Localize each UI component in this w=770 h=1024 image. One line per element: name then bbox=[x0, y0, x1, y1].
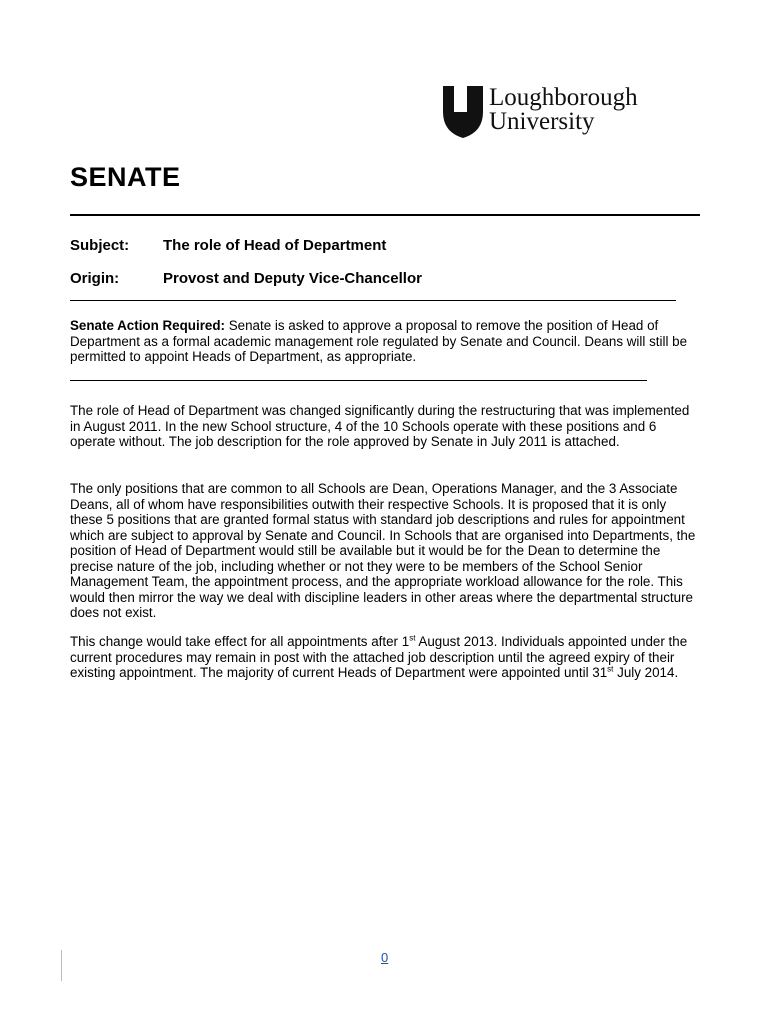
para3-text-a: This change would take effect for all appointments after 1 bbox=[70, 634, 410, 649]
para3-text-c: July 2014. bbox=[613, 665, 679, 680]
senate-action-paragraph bbox=[70, 318, 702, 365]
subject-label: Subject: bbox=[70, 237, 130, 254]
para3-superscript-1: st bbox=[409, 633, 416, 643]
subject-value: The role of Head of Department bbox=[163, 237, 387, 254]
senate-action-label: Senate Action Required: bbox=[70, 318, 226, 333]
title-divider bbox=[70, 214, 700, 216]
university-shield-icon bbox=[443, 86, 483, 138]
body-paragraph-3 bbox=[70, 634, 702, 681]
origin-value: Provost and Deputy Vice-Chancellor bbox=[163, 270, 422, 287]
margin-marker bbox=[61, 950, 62, 981]
body-paragraph-2: The only positions that are common to all Schools are Dean, Operations Manager, and the 3 Associate Deans, all of whom have responsibilities outwith their respective Schools. It is proposed that it is only these 5 positions that are granted formal status with standard job descriptions and rules for appointment which are subject to approval by Senate and Council. In Schools that are organised into Departments, the position of Head of Department would still be available but it would be for the Dean to determine the precise nature of the job, including whether or not they were to be members of the School Senior Management Team, the appointment process, and the appropriate workload allowance for the role. This would then mirror the way we deal with discipline leaders in other areas where the departmental structure does not exist. bbox=[70, 481, 696, 620]
body-paragraph-1: The role of Head of Department was changed significantly during the restructuring that was implemented in August 2011. In the new School structure, 4 of the 10 Schools operate with these positions and 6 operate without. The job description for the role approved by Senate in July 2011 is attached. bbox=[70, 403, 690, 449]
logo-line-2: University bbox=[489, 108, 595, 135]
header-divider bbox=[70, 300, 676, 301]
para3-text-b: August 2013. Individuals appointed under the current procedures may remain in post with the attached job description until the agreed expiry of their existing appointment. The majority of current Heads of Department were appointed until 31 bbox=[70, 634, 688, 680]
logo-line-1: Loughborough bbox=[489, 84, 638, 111]
document-title: SENATE bbox=[70, 162, 181, 192]
origin-label: Origin: bbox=[70, 270, 120, 287]
senate-action-text: Senate is asked to approve a proposal to remove the position of Head of Department as a formal academic management role regulated by Senate and Council. Deans will still be permitted to appoint Heads of Department, as appropriate. bbox=[70, 318, 688, 364]
page-number-link[interactable]: 0 bbox=[381, 950, 389, 965]
loughborough-university-logo bbox=[443, 86, 673, 138]
action-divider bbox=[70, 380, 647, 381]
logo-wordmark bbox=[489, 86, 638, 134]
para3-superscript-2: st bbox=[607, 664, 614, 674]
